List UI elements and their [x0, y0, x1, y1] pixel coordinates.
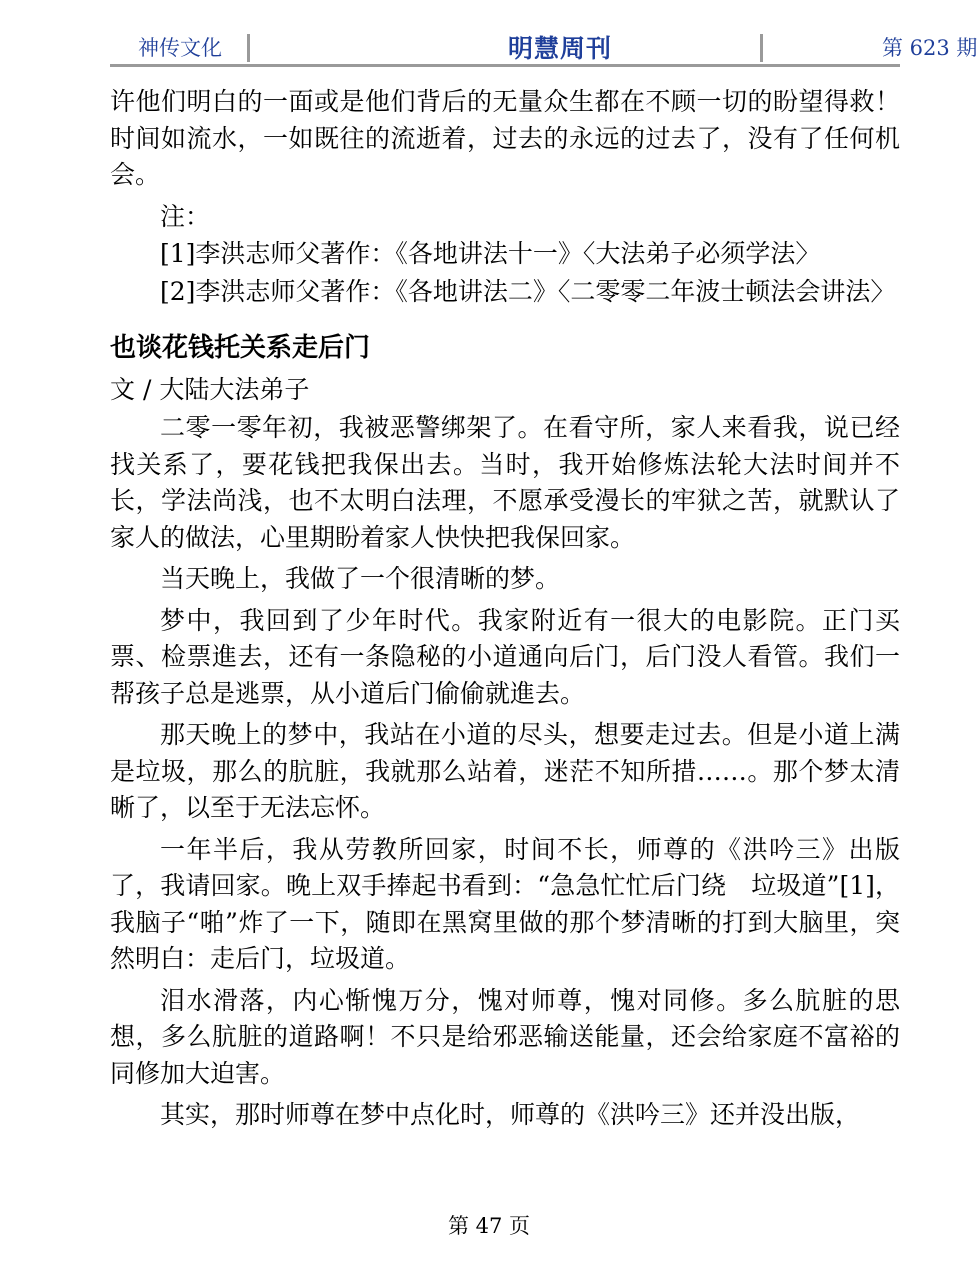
continuation-paragraph: 许他们明白的一面或是他们背后的无量众生都在不顾一切的盼望得救！时间如流水，一如既往的流逝着，过去的永远的过去了，没有了任何机会。 — [110, 87, 900, 189]
article-paragraph: 当天晚上，我做了一个很清晰的梦。 — [160, 564, 561, 593]
issue-number: 第 623 期 — [882, 36, 978, 60]
header-section-label: 神传文化 — [138, 36, 222, 60]
article-paragraph: 二零一零年初，我被恶警绑架了。在看守所，家人来看我，说已经找关系了，要花钱把我保出去。当时，我开始修炼法轮大法时间并不长，学法尚浅，也不太明白法理，不愿承受漫长的牢狱之苦，就默认了家人的做法，心里期盼着家人快快把我保回家。 — [110, 413, 900, 552]
header-divider — [760, 34, 763, 62]
page-body — [110, 84, 900, 1139]
article-paragraph: 泪水滑落，内心惭愧万分，愧对师尊，愧对同修。多么肮脏的思想，多么肮脏的道路啊！不只是给邪恶输送能量，还会给家庭不富裕的同修加大迫害。 — [110, 985, 900, 1088]
header-publication — [250, 26, 870, 66]
notes-label: 注： — [160, 201, 211, 231]
page-number: 第 47 页 — [447, 1214, 531, 1238]
footnote-1: [1]李洪志师父著作：《各地讲法十一》〈大法弟子必须学法〉 — [160, 239, 821, 268]
article-byline: 文 / 大陆大法弟子 — [110, 375, 310, 404]
header-issue — [870, 26, 978, 66]
article-title: 也谈花钱托关系走后门 — [110, 333, 371, 363]
header-rule — [110, 64, 900, 67]
article-paragraph: 那天晚上的梦中，我站在小道的尽头，想要走过去。但是小道上满是垃圾，那么的肮脏，我就那么站着，迷茫不知所措……。那个梦太清晰了，以至于无法忘怀。 — [110, 720, 900, 822]
article-paragraph: 梦中，我回到了少年时代。我家附近有一很大的电影院。正门买票、检票進去，还有一条隐秘的小道通向后门，后门没人看管。我们一帮孩子总是逃票，从小道后门偷偷就進去。 — [110, 605, 900, 708]
running-header — [110, 26, 978, 66]
header-section-name — [110, 26, 250, 66]
article-paragraph: 其实，那时师尊在梦中点化时，师尊的《洪吟三》还并没出版， — [160, 1100, 861, 1129]
footnote-2: [2]李洪志师父著作：《各地讲法二》〈二零零二年波士顿法会讲法〉 — [160, 276, 896, 306]
publication-title: 明慧周刊 — [507, 34, 612, 63]
article-paragraph: 一年半后，我从劳教所回家，时间不长，师尊的《洪吟三》出版了，我请回家。晚上双手捧起书看到：“急急忙忙后门绕 垃圾道”[1]，我脑子“啪”炸了一下，随即在黑窝里做的那个梦清晰的打到大脑里，突然明白：走后门，垃圾道。 — [110, 834, 900, 973]
